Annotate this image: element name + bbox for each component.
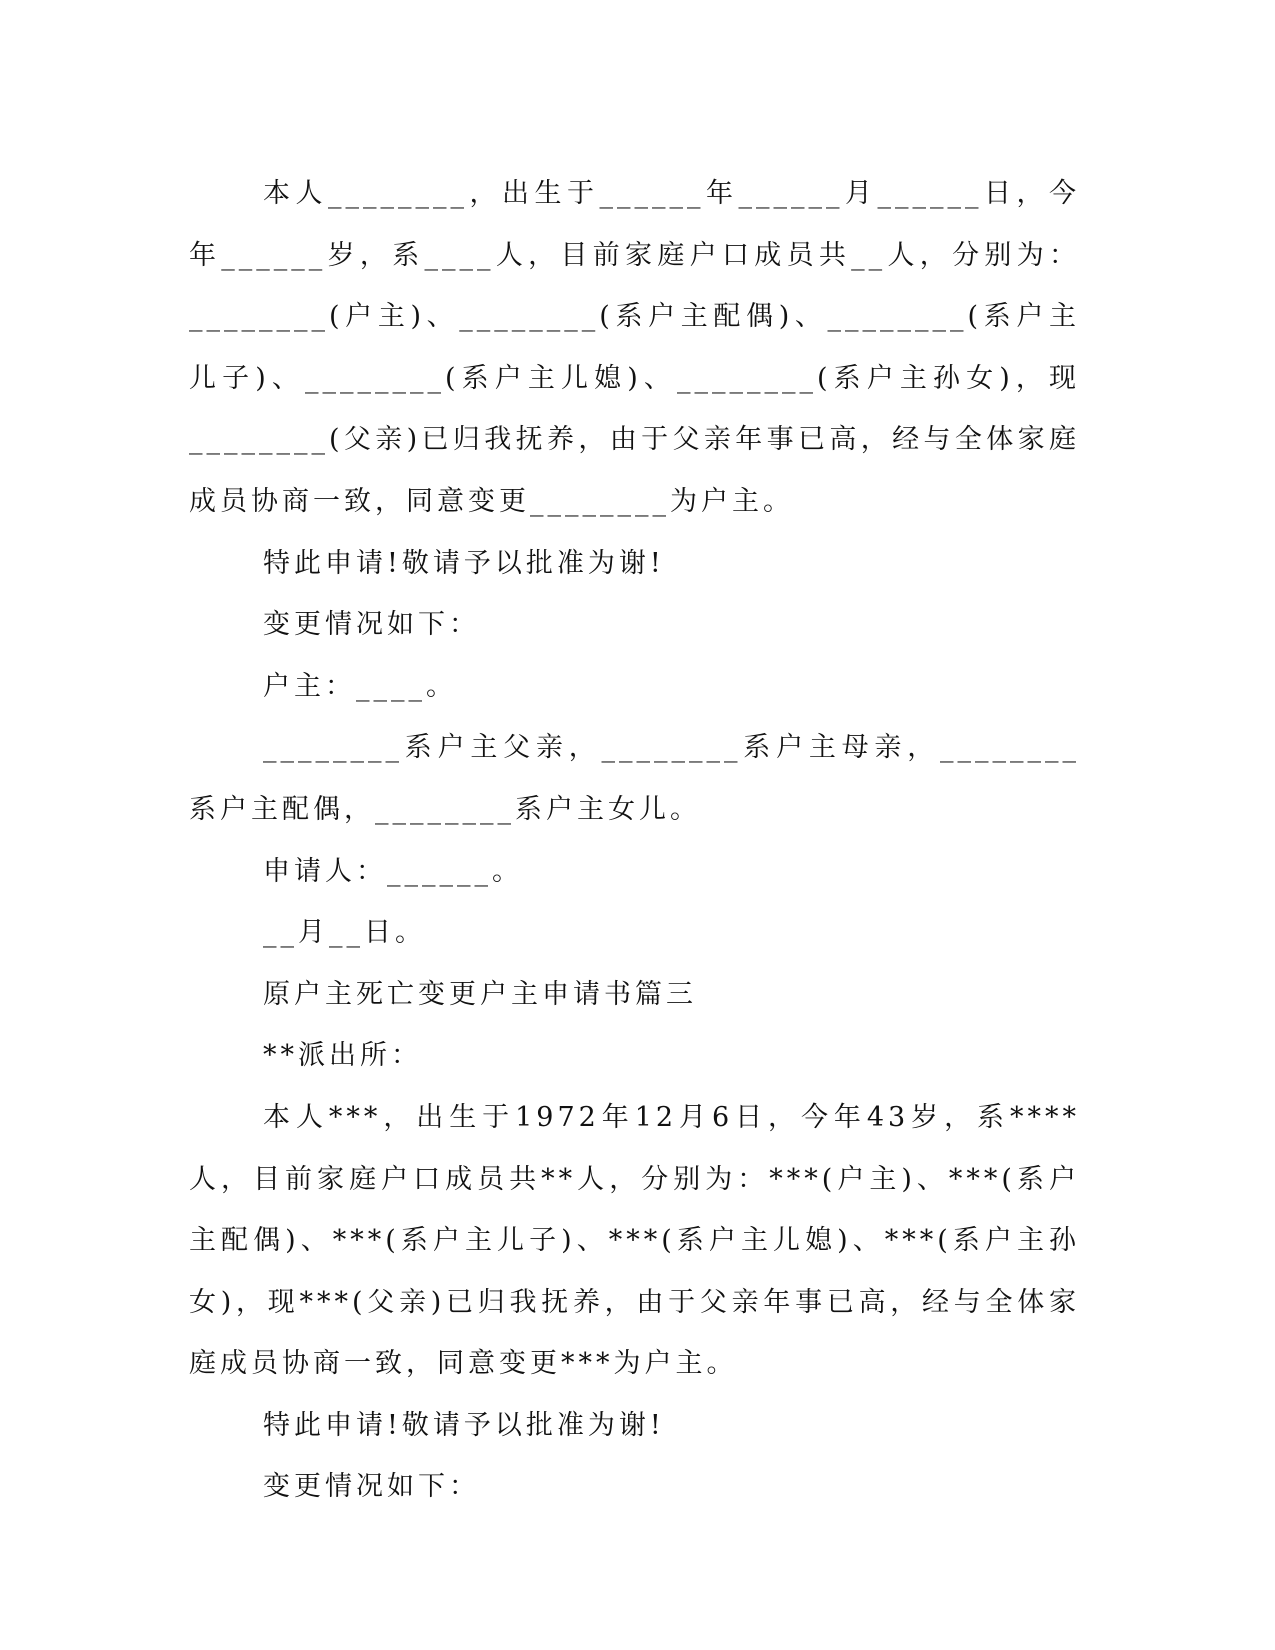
householder-line: 户主：____。 (263, 670, 457, 702)
section-title: 原户主死亡变更户主申请书篇三 (263, 978, 697, 1010)
request-closing: 特此申请!敬请予以批准为谢! (263, 547, 665, 579)
changes-heading-2: 变更情况如下： (263, 1471, 480, 1503)
changes-heading: 变更情况如下： (263, 609, 480, 641)
document-body (189, 163, 1080, 1518)
members-relations: ________系户主父亲，________系户主母亲，________系户主配偶，________系户主女儿。 (189, 732, 1080, 825)
applicant-line: 申请人：______。 (263, 855, 523, 887)
application-paragraph-template: 本人________，出生于______年______月______日，今年______岁，系____人，目前家庭户口成员共__人，分别为：________(户主)、________(系户主配偶)、________(系户主儿子)、________(系户主儿媳)、________(系户主孙女)，现________(父亲)已归我抚养，由于父亲年事已高，经与全体家庭成员协商一致，同意变更________为户主。 (189, 178, 1080, 517)
application-paragraph-example: 本人***，出生于1972年12月6日，今年43岁，系****人，目前家庭户口成员共**人，分别为：***(户主)、***(系户主配偶)、***(系户主儿子)、***(系户主儿媳)、***(系户主孙女)，现***(父亲)已归我抚养，由于父亲年事已高，经与全体家庭成员协商一致，同意变更***为户主。 (189, 1101, 1080, 1380)
request-closing-2: 特此申请!敬请予以批准为谢! (263, 1409, 665, 1441)
addressee-line: **派出所： (263, 1040, 422, 1072)
date-line: __月__日。 (263, 917, 426, 949)
